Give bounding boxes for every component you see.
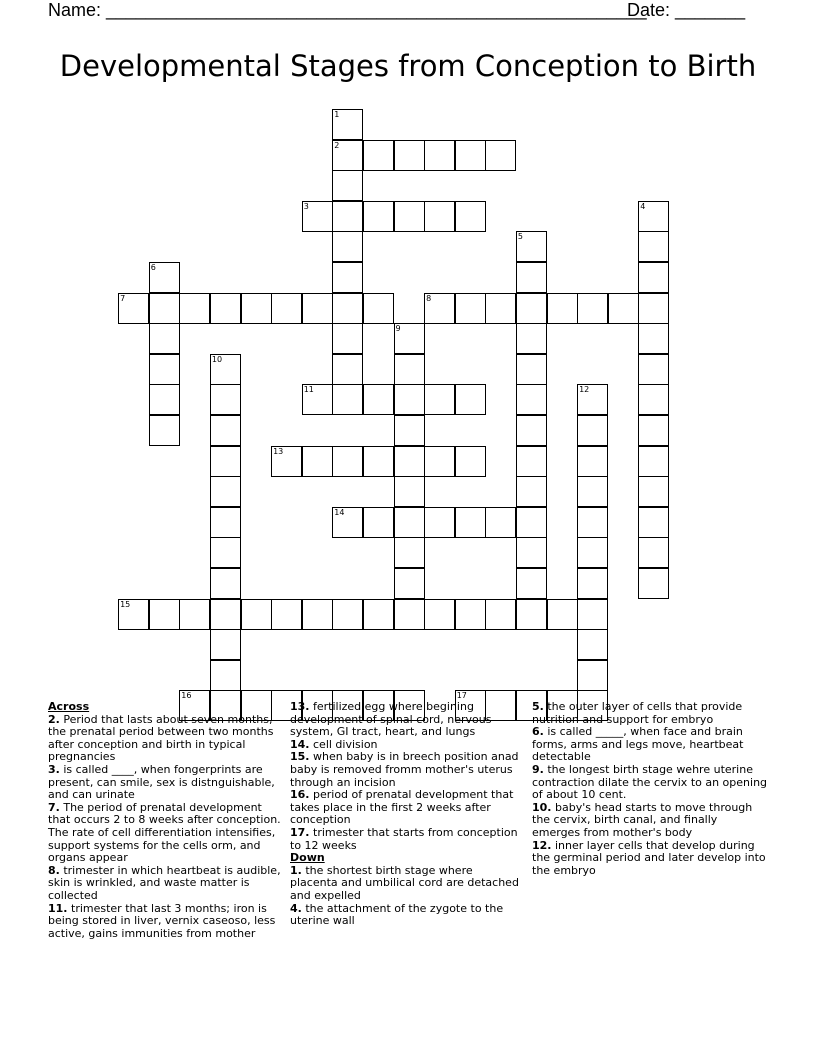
- clue-number-label: 10.: [532, 800, 552, 814]
- across-clue: [48, 903, 284, 941]
- clue-number: 14: [334, 507, 345, 517]
- clue-number: 9: [395, 324, 401, 334]
- grid-cell[interactable]: [455, 293, 486, 324]
- grid-cell[interactable]: [332, 231, 363, 262]
- clue-number: 7: [120, 293, 126, 303]
- date-line: Date: _______: [627, 0, 746, 20]
- grid-cell[interactable]: [638, 476, 669, 507]
- down-clue: [290, 865, 522, 903]
- name-line: Name: ______________________________________________________: [48, 0, 647, 20]
- down-clue: [532, 840, 768, 878]
- grid-cell[interactable]: [516, 446, 547, 477]
- clue-number: 3: [303, 201, 309, 211]
- grid-cell[interactable]: [547, 599, 578, 630]
- grid-cell[interactable]: [332, 201, 363, 232]
- grid-cell[interactable]: [577, 476, 608, 507]
- grid-cell[interactable]: [210, 537, 241, 568]
- grid-cell[interactable]: [577, 507, 608, 538]
- grid-cell[interactable]: [363, 384, 394, 415]
- clue-text: trimester in which heartbeat is audible, skin is wrinkled, and waste matter is collected: [48, 863, 281, 902]
- grid-cell[interactable]: [516, 323, 547, 354]
- grid-cell[interactable]: [577, 568, 608, 599]
- clue-text: inner layer cells that develop during the germinal period and later develop into the embryo: [532, 838, 766, 877]
- clue-number: 13: [273, 446, 284, 456]
- down-clue: [290, 903, 522, 928]
- clue-text: trimester that starts from conception to 12 weeks: [290, 825, 518, 852]
- grid-cell[interactable]: [394, 568, 425, 599]
- across-clue: [290, 751, 522, 789]
- grid-cell[interactable]: [455, 201, 486, 232]
- grid-cell[interactable]: [363, 599, 394, 630]
- grid-cell[interactable]: [363, 507, 394, 538]
- grid-cell[interactable]: [577, 660, 608, 691]
- clue-number-label: 4.: [290, 901, 302, 915]
- clue-number: 6: [150, 263, 156, 272]
- clue-number-label: 15.: [290, 750, 310, 764]
- clue-number-label: 14.: [290, 737, 310, 751]
- grid-cell[interactable]: [516, 599, 547, 630]
- clue-text: Period that lasts about seven months, the prenatal period between two months after conception and birth in typical pregnancies: [48, 712, 274, 764]
- grid-cell[interactable]: [302, 599, 333, 630]
- grid-cell[interactable]: [638, 568, 669, 599]
- grid-cell[interactable]: [149, 354, 180, 385]
- clue-number: 15: [120, 599, 131, 609]
- grid-cell[interactable]: [638, 415, 669, 446]
- grid-cell[interactable]: [332, 354, 363, 385]
- grid-cell[interactable]: [363, 140, 394, 171]
- clues-column-2: [290, 701, 522, 928]
- grid-cell[interactable]: [271, 293, 302, 324]
- grid-cell[interactable]: [516, 354, 547, 385]
- grid-cell[interactable]: [210, 476, 241, 507]
- clue-number: 17: [456, 691, 467, 701]
- grid-cell[interactable]: [363, 446, 394, 477]
- grid-cell[interactable]: [394, 384, 425, 415]
- grid-cell[interactable]: [394, 140, 425, 171]
- grid-cell[interactable]: [302, 384, 333, 415]
- grid-cell[interactable]: [149, 262, 180, 293]
- grid-cell[interactable]: [394, 537, 425, 568]
- grid-cell[interactable]: [332, 293, 363, 324]
- grid-cell[interactable]: [332, 384, 363, 415]
- clue-number: 4: [640, 201, 646, 211]
- clue-text: period of prenatal development that takes place in the first 2 weeks after conception: [290, 788, 514, 827]
- grid-cell[interactable]: [424, 599, 455, 630]
- grid-cell[interactable]: [210, 507, 241, 538]
- grid-cell[interactable]: [394, 354, 425, 385]
- grid-cell[interactable]: [638, 446, 669, 477]
- clue-text: when baby is in breech position anad baby is removed fromm mother's uterus through an incision: [290, 750, 519, 789]
- grid-cell[interactable]: [638, 537, 669, 568]
- grid-cell[interactable]: [149, 384, 180, 415]
- clue-number: 2: [334, 140, 340, 150]
- grid-cell[interactable]: [394, 446, 425, 477]
- across-heading: Across: [48, 700, 90, 713]
- grid-cell[interactable]: [271, 599, 302, 630]
- grid-cell[interactable]: [149, 415, 180, 446]
- grid-cell[interactable]: [424, 384, 455, 415]
- grid-cell[interactable]: [363, 293, 394, 324]
- grid-cell[interactable]: [455, 446, 486, 477]
- grid-cell[interactable]: [455, 140, 486, 171]
- grid-cell[interactable]: [516, 293, 547, 324]
- grid-cell[interactable]: [577, 293, 608, 324]
- grid-cell[interactable]: [638, 262, 669, 293]
- clue-number-label: 17.: [290, 825, 310, 839]
- clue-text: baby's head starts to move through the cervix, birth canal, and finally emerges from mother's body: [532, 800, 753, 839]
- clue-text: the shortest birth stage where placenta and umbilical cord are detached and expelled: [290, 863, 519, 902]
- clue-text: is called _____, when face and brain forms, arms and legs move, heartbeat detectable: [532, 725, 744, 764]
- grid-cell[interactable]: [394, 599, 425, 630]
- grid-cell[interactable]: [394, 415, 425, 446]
- grid-cell[interactable]: [577, 446, 608, 477]
- grid-cell[interactable]: [638, 354, 669, 385]
- grid-cell[interactable]: [210, 354, 241, 385]
- page-title: Developmental Stages from Conception to Birth: [59, 49, 757, 83]
- across-clue: [290, 701, 522, 739]
- clue-number-label: 1.: [290, 863, 302, 877]
- clue-number: 1: [334, 110, 340, 119]
- grid-cell[interactable]: [638, 201, 669, 232]
- grid-cell[interactable]: [516, 415, 547, 446]
- grid-cell[interactable]: [516, 568, 547, 599]
- grid-cell[interactable]: [332, 262, 363, 293]
- grid-cell[interactable]: [332, 323, 363, 354]
- clue-number: 12: [579, 385, 590, 395]
- grid-cell[interactable]: [577, 599, 608, 630]
- clue-number-label: 16.: [290, 788, 310, 802]
- clue-number: 16: [181, 691, 192, 701]
- grid-cell[interactable]: [577, 384, 608, 415]
- clue-text: trimester that last 3 months; iron is being stored in liver, vernix caseoso, less active, gains immunities from mother: [48, 901, 276, 940]
- grid-cell[interactable]: [516, 537, 547, 568]
- clue-text: is called ____, when fongerprints are present, can smile, sex is distnguishable, and can urinate: [48, 762, 275, 802]
- grid-cell[interactable]: [210, 660, 241, 691]
- grid-cell[interactable]: [271, 446, 302, 477]
- grid-cell[interactable]: [179, 599, 210, 630]
- grid-cell[interactable]: [424, 293, 455, 324]
- down-clue: [532, 802, 768, 840]
- grid-cell[interactable]: [424, 507, 455, 538]
- grid-cell[interactable]: [516, 231, 547, 262]
- grid-cell[interactable]: [516, 384, 547, 415]
- clue-number-label: 6.: [532, 725, 544, 739]
- grid-cell[interactable]: [179, 293, 210, 324]
- across-clue: [290, 827, 522, 852]
- grid-cell[interactable]: [577, 629, 608, 660]
- down-heading: Down: [290, 851, 325, 865]
- clue-number-label: 9.: [532, 762, 544, 776]
- clue-number-label: 3.: [48, 762, 60, 776]
- grid-cell[interactable]: [210, 446, 241, 477]
- across-clue: [48, 714, 284, 764]
- grid-cell[interactable]: [394, 201, 425, 232]
- grid-cell[interactable]: [577, 415, 608, 446]
- grid-cell[interactable]: [302, 201, 333, 232]
- grid-cell[interactable]: [455, 384, 486, 415]
- grid-cell[interactable]: [424, 446, 455, 477]
- clue-number-label: 8.: [48, 863, 60, 877]
- clue-number-label: 2.: [48, 712, 60, 726]
- across-clue: [48, 802, 284, 865]
- grid-cell[interactable]: [210, 384, 241, 415]
- clue-text: fertilized egg where begining development of spinal cord, nervous system, GI tract, heart, and lungs: [290, 700, 492, 739]
- grid-cell[interactable]: [118, 599, 149, 630]
- grid-cell[interactable]: [210, 415, 241, 446]
- grid-cell[interactable]: [516, 507, 547, 538]
- down-clue: [532, 701, 768, 726]
- clue-number-label: 12.: [532, 838, 552, 852]
- grid-cell[interactable]: [118, 293, 149, 324]
- clue-text: the attachment of the zygote to the uterine wall: [290, 901, 504, 928]
- grid-cell[interactable]: [516, 262, 547, 293]
- grid-cell[interactable]: [485, 140, 516, 171]
- clue-number-label: 11.: [48, 901, 68, 915]
- grid-cell[interactable]: [210, 568, 241, 599]
- grid-cell[interactable]: [638, 293, 669, 324]
- grid-cell[interactable]: [241, 293, 272, 324]
- grid-cell[interactable]: [485, 507, 516, 538]
- grid-cell[interactable]: [363, 201, 394, 232]
- grid-cell[interactable]: [638, 384, 669, 415]
- grid-cell[interactable]: [149, 599, 180, 630]
- grid-cell[interactable]: [332, 446, 363, 477]
- across-clue: [48, 865, 284, 903]
- grid-cell[interactable]: [332, 599, 363, 630]
- grid-cell[interactable]: [394, 323, 425, 354]
- grid-cell[interactable]: [302, 293, 333, 324]
- grid-cell[interactable]: [516, 476, 547, 507]
- clue-text: cell division: [313, 737, 378, 751]
- down-clue: [532, 764, 768, 802]
- grid-cell[interactable]: [149, 323, 180, 354]
- clue-number-label: 7.: [48, 800, 60, 814]
- grid-cell[interactable]: [638, 231, 669, 262]
- across-clue: [48, 764, 284, 802]
- grid-cell[interactable]: [241, 599, 272, 630]
- grid-cell[interactable]: [332, 109, 363, 140]
- clue-number: 11: [303, 385, 314, 395]
- clues-column-3: [532, 701, 768, 877]
- grid-cell[interactable]: [210, 293, 241, 324]
- clue-number: 8: [426, 293, 432, 303]
- grid-cell[interactable]: [608, 293, 639, 324]
- grid-cell[interactable]: [485, 599, 516, 630]
- grid-cell[interactable]: [424, 140, 455, 171]
- grid-cell[interactable]: [485, 293, 516, 324]
- clue-number-label: 13.: [290, 700, 310, 713]
- grid-cell[interactable]: [638, 323, 669, 354]
- grid-cell[interactable]: [424, 201, 455, 232]
- grid-cell[interactable]: [149, 293, 180, 324]
- grid-cell[interactable]: [638, 507, 669, 538]
- grid-cell[interactable]: [332, 170, 363, 201]
- clue-number: 10: [211, 354, 223, 364]
- clue-text: The period of prenatal development that occurs 2 to 8 weeks after conception. The rate of cell differentiation intensifies, support systems for the cells orm, and organs appear: [48, 800, 281, 865]
- grid-cell[interactable]: [547, 293, 578, 324]
- down-clue: [532, 726, 768, 764]
- grid-cell[interactable]: [394, 507, 425, 538]
- grid-cell[interactable]: [210, 599, 241, 630]
- clue-number-label: 5.: [532, 700, 544, 713]
- grid-cell[interactable]: [332, 507, 363, 538]
- clue-number: 5: [517, 232, 523, 242]
- clue-text: the longest birth stage wehre uterine contraction dilate the cervix to an opening of about 10 cent.: [532, 762, 768, 802]
- clue-text: the outer layer of cells that provide nutrition and support for embryo: [532, 700, 743, 726]
- grid-cell[interactable]: [210, 629, 241, 660]
- across-clue: [290, 789, 522, 827]
- grid-cell[interactable]: [332, 140, 363, 171]
- clues-column-1: [48, 701, 284, 940]
- grid-cell[interactable]: [455, 507, 486, 538]
- grid-cell[interactable]: [577, 537, 608, 568]
- grid-cell[interactable]: [455, 599, 486, 630]
- grid-cell[interactable]: [302, 446, 333, 477]
- grid-cell[interactable]: [394, 476, 425, 507]
